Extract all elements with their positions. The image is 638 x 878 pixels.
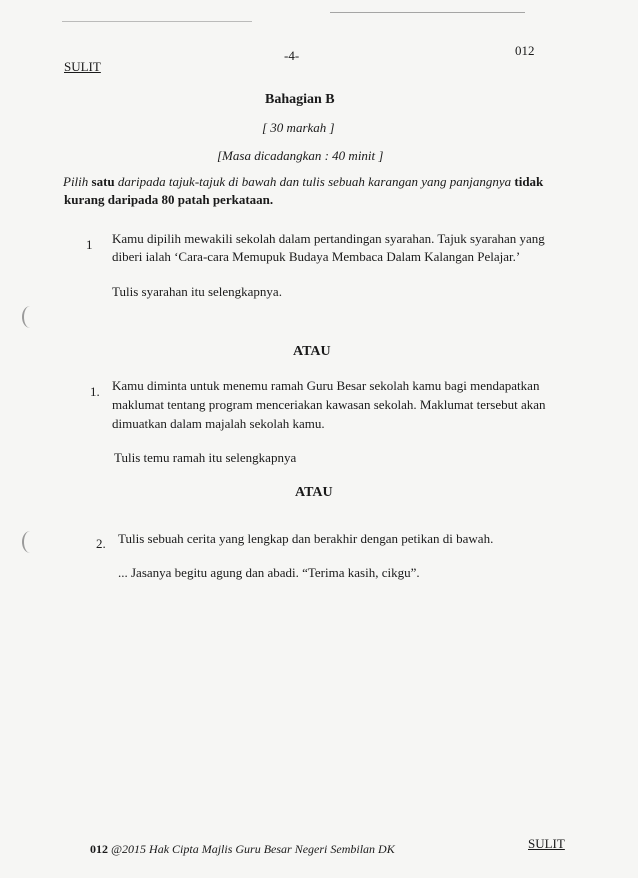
question-1-followup: Tulis syarahan itu selengkapnya. [112, 284, 282, 299]
instruction-tidak: tidak [514, 174, 544, 189]
footer-left [90, 842, 395, 857]
question-2-followup: Tulis temu ramah itu selengkapnya [114, 450, 297, 465]
question-1-number: 1 [86, 237, 93, 252]
question-3-number: 2. [96, 536, 106, 551]
instruction-line-1 [63, 173, 543, 191]
question-2-line-2: maklumat tentang program menceriakan kawasan sekolah. Maklumat tersebut akan [112, 397, 546, 412]
section-marks: [ 30 markah ] [262, 120, 335, 135]
instruction-line-2: kurang daripada 80 patah perkataan. [64, 192, 274, 207]
scan-line-top-right [330, 12, 525, 13]
question-1-line-1: Kamu dipilih mewakili sekolah dalam pertandingan syarahan. Tajuk syarahan yang [112, 231, 545, 246]
question-1-line-2: diberi ialah ‘Cara-cara Memupuk Budaya Membaca Dalam Kalangan Pelajar.’ [112, 249, 521, 264]
separator-atau-2: ATAU [295, 485, 333, 500]
header-sulit-label: SULIT [64, 59, 101, 74]
instruction-pilih: Pilih [63, 174, 89, 189]
header-paper-code: 012 [515, 43, 535, 58]
footer-paper-code: 012 [90, 842, 108, 856]
footer-sulit-label: SULIT [528, 836, 565, 851]
question-3-line-1: Tulis sebuah cerita yang lengkap dan berakhir dengan petikan di bawah. [118, 531, 494, 546]
instruction-body: daripada tajuk-tajuk di bawah dan tulis sebuah karangan yang panjangnya [117, 174, 512, 189]
question-2-line-3: dimuatkan dalam majalah sekolah kamu. [112, 416, 325, 431]
scan-line-top-left [62, 21, 252, 22]
section-title: Bahagian B [265, 92, 335, 107]
section-time: [Masa dicadangkan : 40 minit ] [217, 148, 384, 163]
separator-atau-1: ATAU [293, 344, 331, 359]
punch-hole-lower [22, 531, 38, 553]
footer-copyright: @2015 Hak Cipta Majlis Guru Besar Negeri Sembilan DK [111, 842, 395, 856]
question-2-number: 1. [90, 384, 100, 399]
instruction-satu: satu [91, 174, 115, 189]
question-3-quote: ... Jasanya begitu agung dan abadi. “Terima kasih, cikgu”. [118, 565, 420, 580]
question-2-line-1: Kamu diminta untuk menemu ramah Guru Besar sekolah kamu bagi mendapatkan [112, 378, 540, 393]
punch-hole-upper [22, 306, 38, 328]
header-page-number: -4- [284, 48, 300, 63]
